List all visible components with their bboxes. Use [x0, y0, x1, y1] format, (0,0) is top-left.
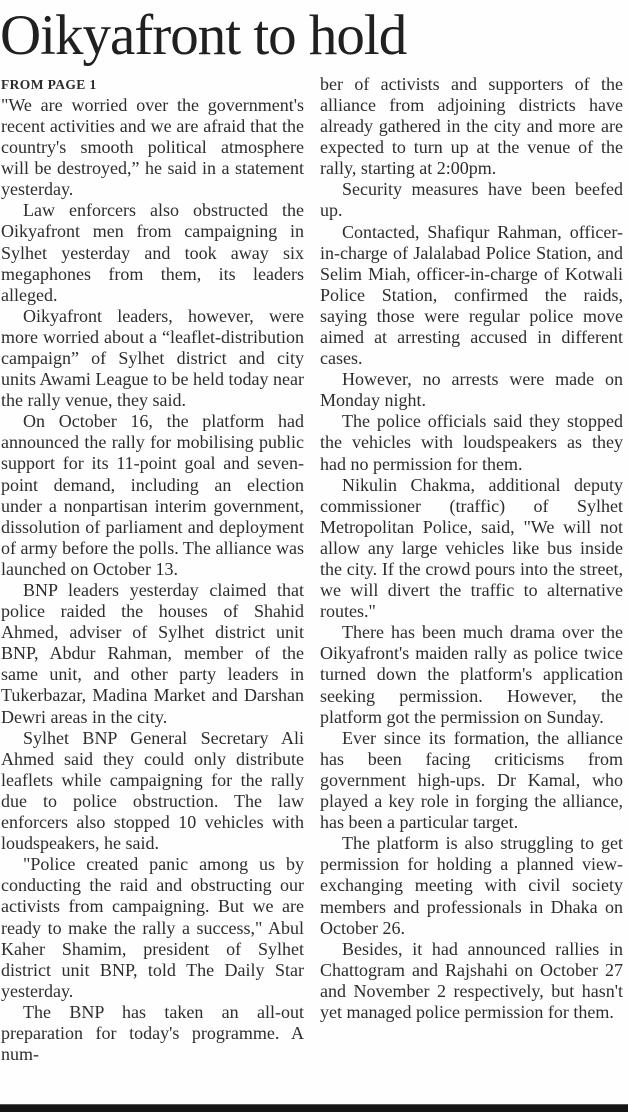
article-paragraph: On October 16, the platform had announced the rally for mobilising public support for its 11-point goal and seven-point demand, including an election under a nonpartisan interim government, dissolution of parliament and deployment of army before the polls. The alliance was launched on October 13. [1, 411, 304, 579]
article-paragraph: Oikyafront leaders, however, were more worried about a “leaflet-distribution campaign” of Sylhet district and city units Awami League to be held today near the rally venue, they said. [1, 305, 304, 411]
article-paragraph: The platform is also struggling to get permission for holding a planned view-exchanging meeting with civil society members and professionals in Dhaka on October 26. [320, 833, 623, 938]
article-paragraph: ber of activists and supporters of the alliance from adjoining districts have already gathered in the city and more are expected to turn up at the venue of the rally, starting at 2:00pm. [320, 73, 623, 179]
article-paragraph: Contacted, Shafiqur Rahman, officer-in-charge of Jalalabad Police Station, and Selim Miah, officer-in-charge of Kotwali Police Station, confirmed the raids, saying those were regular police move aimed at arresting accused in different cases. [320, 221, 623, 369]
column-right [320, 74, 623, 1065]
article-paragraph: Sylhet BNP General Secretary Ali Ahmed said they could only distribute leaflets while campaigning for the rally due to police obstruction. The law enforcers also stopped 10 vehicles with loudspeakers, he said. [1, 727, 304, 854]
bottom-rule [0, 1104, 628, 1112]
article-paragraph: There has been much drama over the Oikyafront's maiden rally as police twice turned down the platform's application seeking permission. However, the platform got the permission on Sunday. [320, 622, 623, 727]
article-paragraph: BNP leaders yesterday claimed that police raided the houses of Shahid Ahmed, adviser of Sylhet district unit BNP, Abdur Rahman, member of the same unit, and other party leaders in Tukerbazar, Madina Market and Darshan Dewri areas in the city. [1, 580, 304, 727]
article-paragraph: Nikulin Chakma, additional deputy commissioner (traffic) of Sylhet Metropolitan Police, said, "We will not allow any large vehicles like bus inside the city. If the crowd pours into the street, we will divert the traffic to alternative routes." [320, 474, 623, 622]
article-paragraph: The police officials said they stopped the vehicles with loudspeakers as they had no permission for them. [320, 411, 623, 474]
headline: Oikyafront to hold [0, 4, 407, 67]
article-body [0, 70, 628, 1065]
article-paragraph: Law enforcers also obstructed the Oikyafront men from campaigning in Sylhet yesterday and took away six megaphones from them, its leaders alleged. [1, 200, 304, 305]
article-paragraph: The BNP has taken an all-out preparation for today's programme. A num- [1, 1001, 304, 1065]
article-paragraph: Besides, it had announced rallies in Chattogram and Rajshahi on October 27 and November 2 respectively, but hasn't yet managed police permission for them. [320, 938, 623, 1022]
article-paragraph: However, no arrests were made on Monday night. [320, 369, 623, 411]
article-paragraph: Security measures have been beefed up. [320, 179, 623, 221]
article-paragraph: Ever since its formation, the alliance has been facing criticisms from government high-ups. Dr Kamal, who played a key role in forging the alliance, has been a particular target. [320, 727, 623, 833]
column-left [1, 74, 304, 1065]
article-paragraph: "We are worried over the government's recent activities and we are afraid that the country's smooth political atmosphere will be destroyed,” he said in a statement yesterday. [1, 94, 304, 200]
article-paragraph: "Police created panic among us by conducting the raid and obstructing our activists from campaigning. But we are ready to make the rally a success," Abul Kaher Shamim, president of Sylhet district unit BNP, told The Daily Star yesterday. [1, 854, 304, 1001]
continuation-label: FROM PAGE 1 [1, 76, 97, 92]
